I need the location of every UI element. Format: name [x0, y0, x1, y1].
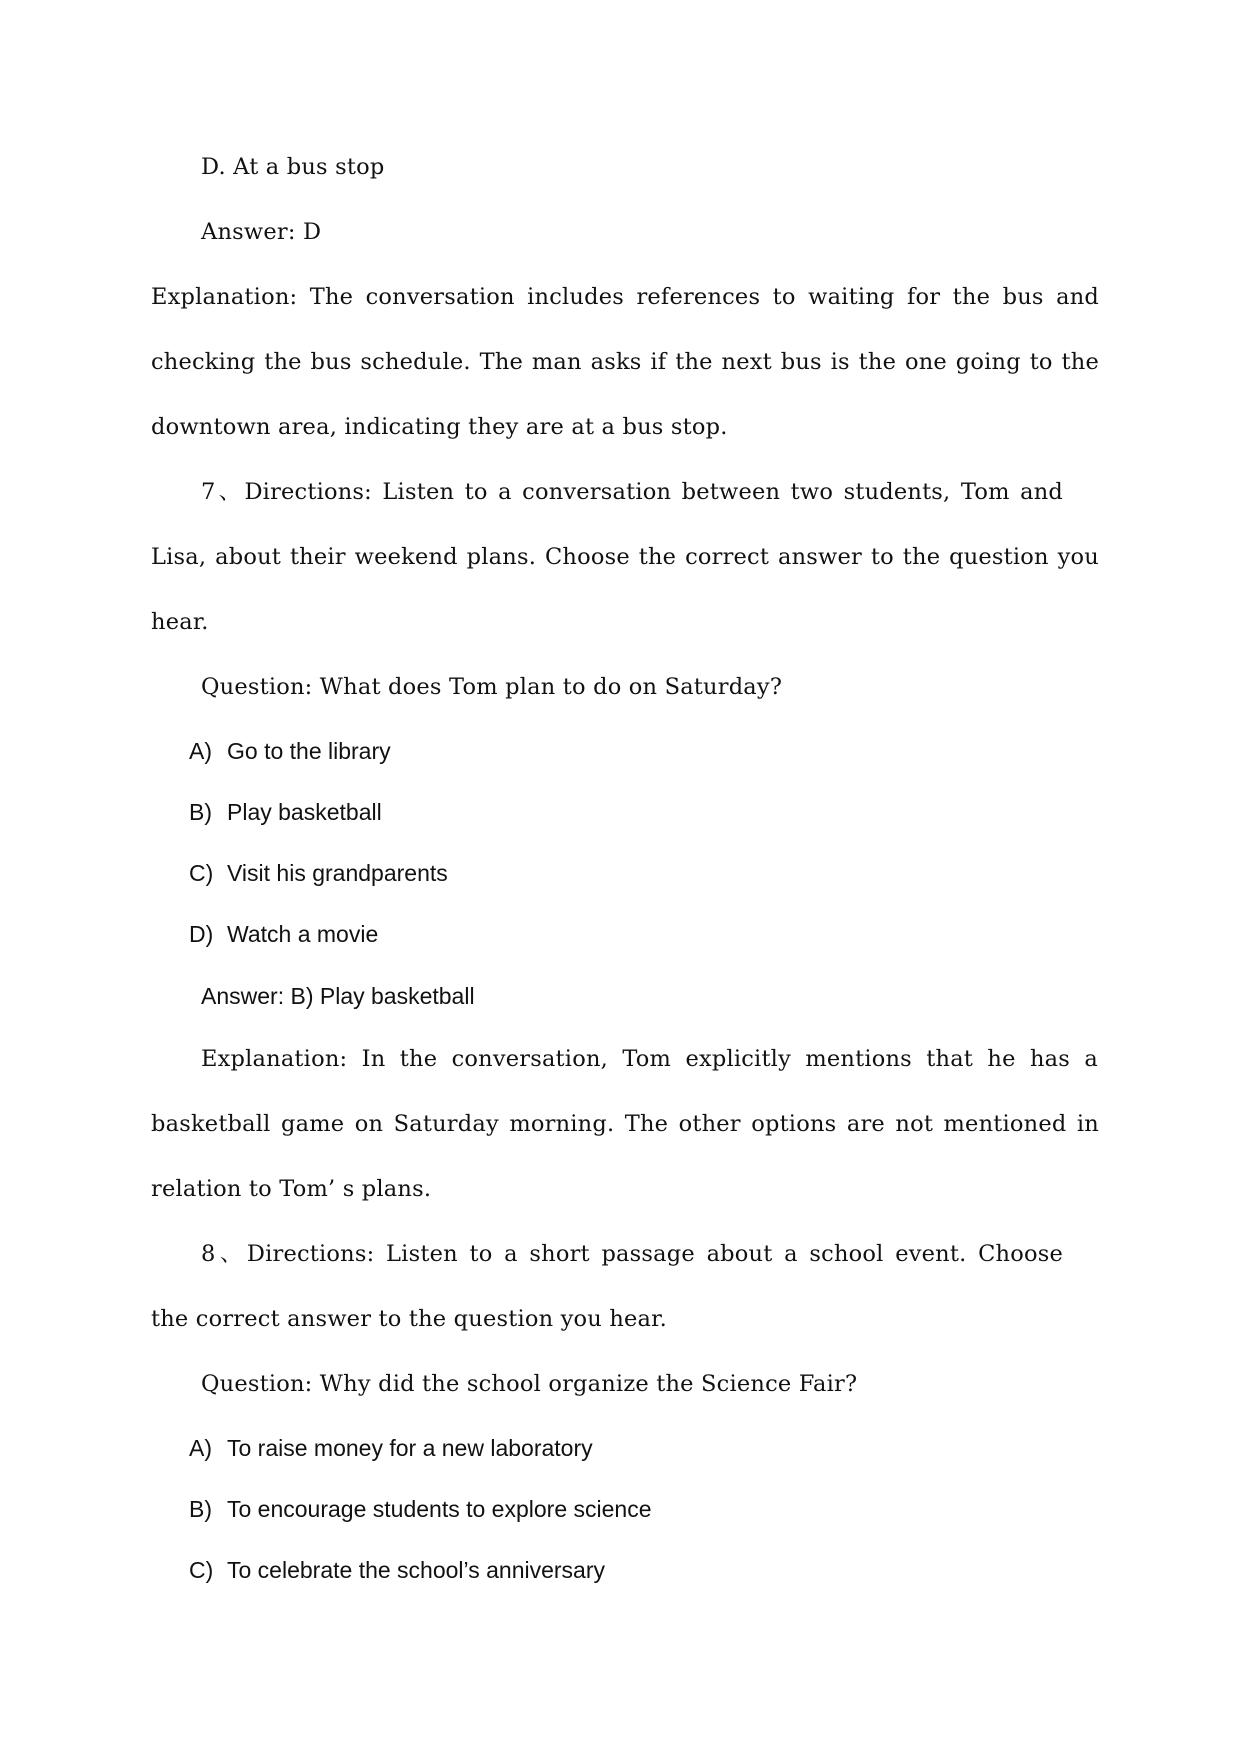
q7-option-label: C) [189, 860, 214, 886]
q8-option-text: To celebrate the school’s anniversary [227, 1557, 606, 1583]
q7-explanation-line: Explanation: In the conversation, Tom explicitly mentions that he has a [201, 1046, 1098, 1072]
q8-question: Question: Why did the school organize the Science Fair? [201, 1371, 858, 1397]
q7-option-label: B) [189, 799, 212, 825]
q6-answer: Answer: D [201, 219, 322, 245]
q7-option-label: D) [189, 921, 214, 947]
q7-answer: Answer: B) Play basketball [201, 983, 475, 1009]
q8-directions-line: 8、Directions: Listen to a short passage about a school event. Choose [201, 1241, 1063, 1267]
q7-option-text: Play basketball [227, 799, 382, 825]
q7-option-text: Go to the library [227, 738, 391, 764]
q6-explanation-line: downtown area, indicating they are at a bus stop. [151, 414, 728, 440]
q7-option-text: Watch a movie [227, 921, 379, 947]
q8-directions-line: the correct answer to the question you hear. [151, 1306, 667, 1332]
q7-explanation-line: relation to Tom’ s plans. [151, 1176, 432, 1202]
q7-option-label: A) [189, 738, 212, 764]
q7-directions-line: Lisa, about their weekend plans. Choose the correct answer to the question you [151, 544, 1099, 570]
q8-option-label: A) [189, 1435, 212, 1461]
q7-directions-line: hear. [151, 609, 209, 635]
q7-option-text: Visit his grandparents [227, 860, 448, 886]
q6-explanation-line: Explanation: The conversation includes references to waiting for the bus and [151, 284, 1099, 310]
q8-option-label: C) [189, 1557, 214, 1583]
q7-question: Question: What does Tom plan to do on Saturday? [201, 674, 783, 700]
q7-explanation-line: basketball game on Saturday morning. The other options are not mentioned in [151, 1111, 1099, 1137]
q7-directions-line: 7、Directions: Listen to a conversation between two students, Tom and [201, 479, 1063, 505]
q8-option-label: B) [189, 1496, 212, 1522]
q6-option-d: D. At a bus stop [201, 154, 385, 180]
q8-option-text: To encourage students to explore science [227, 1496, 652, 1522]
q6-explanation-line: checking the bus schedule. The man asks if the next bus is the one going to the [151, 349, 1099, 375]
q8-option-text: To raise money for a new laboratory [227, 1435, 593, 1461]
